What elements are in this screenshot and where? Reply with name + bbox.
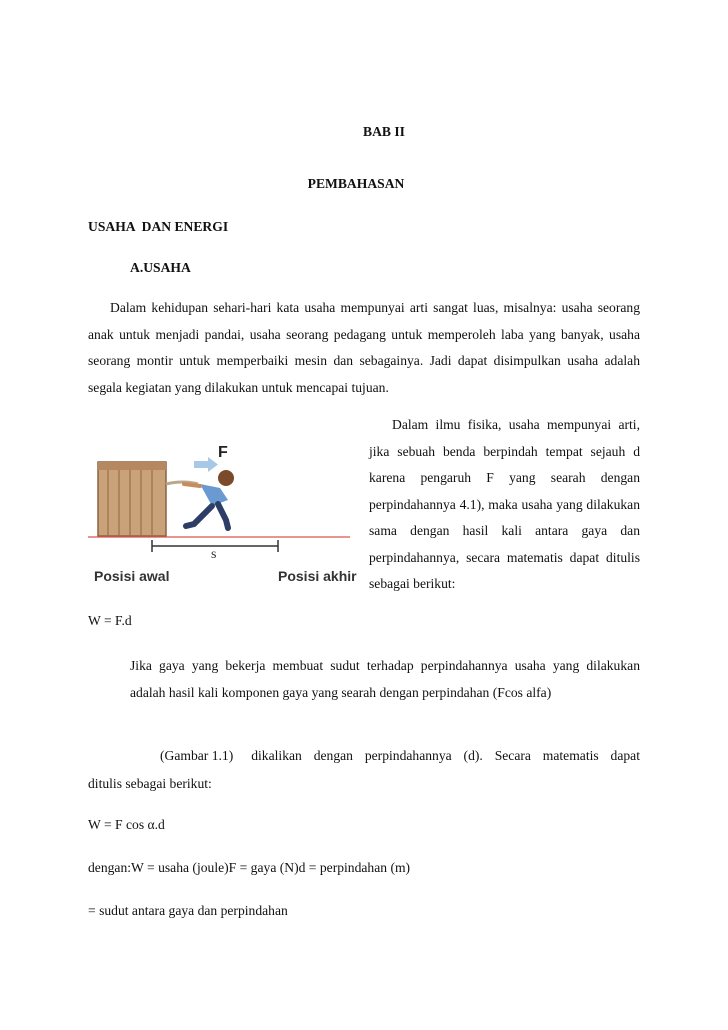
formula-work-angle: W = F cos α.d — [88, 817, 165, 832]
definitions-line: dengan:W = usaha (joule)F = gaya (N)d = perpindahan (m) — [88, 860, 411, 875]
figure-ref-continuation: ditulis sebagai berikut: — [88, 776, 212, 791]
figure-box-pushed — [88, 440, 357, 590]
force-arrow-icon — [194, 457, 218, 472]
side-paragraph: Dalam ilmu fisika, usaha mempunyai arti, jika sebuah benda berpindah tempat sejauh d karena pengaruh F yang searah dengan perpindahannya 4.1), maka usaha yang dilakukan sama dengan hasil kali antara gaya dan perpindahannya, secara matematis dapat ditulis sebagai berikut: — [369, 417, 640, 591]
end-position-label: Posisi akhir — [278, 568, 357, 584]
figure-ref: (Gambar 1.1) — [160, 748, 234, 763]
start-position-label: Posisi awal — [94, 568, 170, 584]
indented-paragraph: Jika gaya yang bekerja membuat sudut terhadap perpindahannya usaha yang dilakukan adalah hasil kali komponen gaya yang searah dengan perpindahan (Fcos alfa) — [130, 658, 640, 700]
subsection-title: A.USAHA — [130, 260, 191, 275]
figure-ref-text: dikalikan dengan perpindahannya (d). Secara matematis dapat — [251, 748, 640, 763]
angle-definition-line: = sudut antara gaya dan perpindahan — [88, 903, 288, 918]
crate-image — [98, 462, 166, 536]
formula-work: W = F.d — [88, 613, 132, 628]
topic-title: USAHA DAN ENERGI — [88, 219, 229, 234]
chapter-heading: BAB II — [363, 124, 405, 139]
displacement-label: s — [211, 547, 217, 562]
intro-paragraph: Dalam kehidupan sehari-hari kata usaha mempunyai arti sangat luas, misalnya: usaha seorang anak untuk menjadi pandai, usaha seorang pedagang untuk memperoleh laba yang banyak, usaha seorang montir untuk memperbaiki mesin dan sebagainya. Jadi dapat disimpulkan usaha adalah segala kegiatan yang dilakukan untuk mencapai tujuan. — [88, 300, 640, 395]
section-heading: PEMBAHASAN — [307, 176, 405, 191]
person-pulling-icon — [184, 470, 234, 528]
force-label: F — [218, 444, 228, 461]
figure-ref-line — [160, 748, 640, 764]
